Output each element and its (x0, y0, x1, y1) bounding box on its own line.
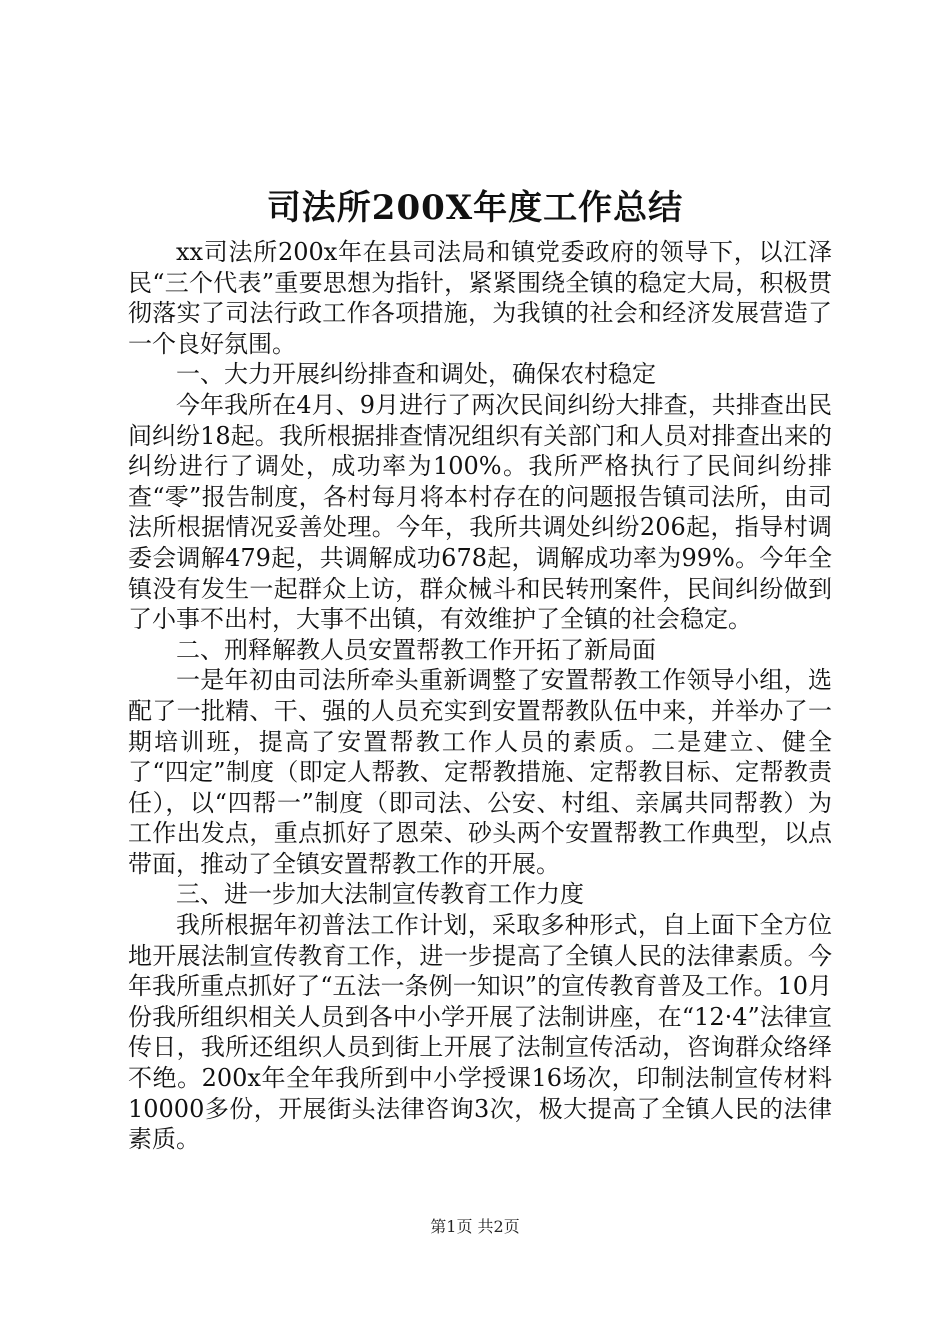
page-footer: 第1页 共2页 (430, 1217, 520, 1236)
intro-paragraph: xx司法所200x年在县司法局和镇党委政府的领导下，以江泽民“三个代表”重要思想为指针，紧紧围绕全镇的稳定大局，积极贯彻落实了司法行政工作各项措施，为我镇的社会和经济发展营造了一个良好氛围。 (128, 238, 832, 358)
section-heading-3: 三、进一步加大法制宣传教育工作力度 (176, 880, 584, 909)
section-heading-2: 二、刑释解教人员安置帮教工作开拓了新局面 (176, 635, 656, 664)
document-body (128, 237, 832, 1155)
section-heading-1: 一、大力开展纠纷排查和调处，确保农村稳定 (176, 360, 656, 389)
section-paragraph-3: 我所根据年初普法工作计划，采取多种形式，自上面下全方位地开展法制宣传教育工作，进一步提高了全镇人民的法律素质。今年我所重点抓好了“五法一条例一知识”的宣传教育普及工作。10月份我所组织相关人员到各中小学开展了法制讲座，在“12·4”法律宣传日，我所还组织人员到街上开展了法制宣传活动，咨询群众络绎不绝。200x年全年我所到中小学授课16场次，印制法制宣传材料10000多份，开展街头法律咨询3次，极大提高了全镇人民的法律素质。 (128, 911, 832, 1154)
section-paragraph-1: 今年我所在4月、9月进行了两次民间纠纷大排查，共排查出民间纠纷18起。我所根据排查情况组织有关部门和人员对排查出来的纠纷进行了调处，成功率为100%。我所严格执行了民间纠纷排查“零”报告制度，各村每月将本村存在的问题报告镇司法所，由司法所根据情况妥善处理。今年，我所共调处纠纷206起，指导村调委会调解479起，共调解成功678起，调解成功率为99%。今年全镇没有发生一起群众上访，群众械斗和民转刑案件，民间纠纷做到了小事不出村，大事不出镇，有效维护了全镇的社会稳定。 (128, 390, 832, 634)
section-paragraph-2: 一是年初由司法所牵头重新调整了安置帮教工作领导小组，选配了一批精、干、强的人员充实到安置帮教队伍中来，并举办了一期培训班，提高了安置帮教工作人员的素质。二是建立、健全了“四定”制度（即定人帮教、定帮教措施、定帮教目标、定帮教责任），以“四帮一”制度（即司法、公安、村组、亲属共同帮教）为工作出发点，重点抓好了恩荣、砂头两个安置帮教工作典型，以点带面，推动了全镇安置帮教工作的开展。 (128, 666, 832, 878)
document-title: 司法所200X年度工作总结 (266, 188, 684, 228)
